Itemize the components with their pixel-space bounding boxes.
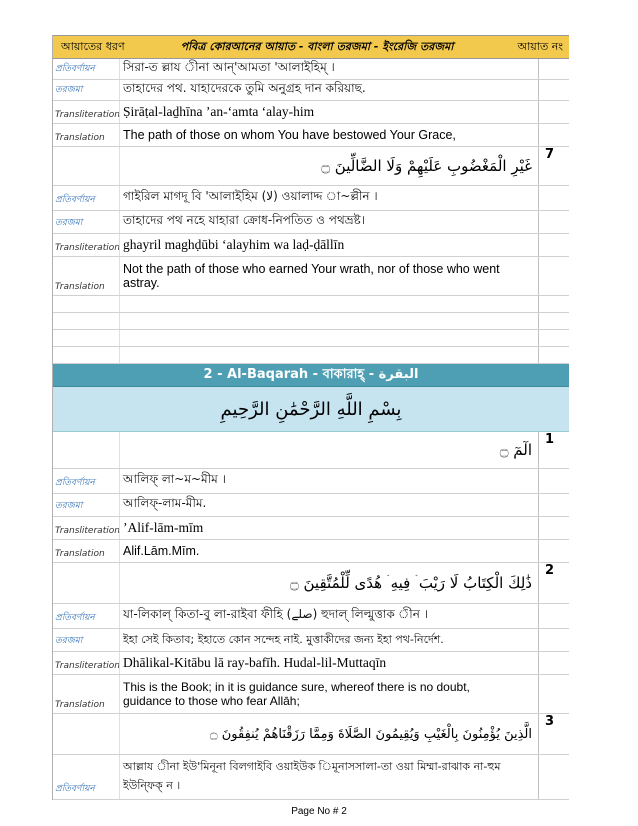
bengali-meaning: ইহা সেই কিতাব; ইহাতে কোন সন্দেহ নাই. মুত্তাকীদের জন্য ইহা পথ-নির্দেশ. xyxy=(119,629,539,651)
translation: Alif.Lām.Mīm. xyxy=(119,540,539,562)
empty-row xyxy=(53,313,569,330)
row-label: Translation xyxy=(55,133,105,143)
row-label: Transliteration xyxy=(55,110,120,120)
row-label: Translation xyxy=(55,700,105,710)
page-number: Page No # 2 xyxy=(291,806,347,817)
arabic-ayah: الٓمٓ ۝ xyxy=(119,432,539,468)
row-label: প্রতিবর্ণায়ন xyxy=(55,784,95,794)
row-label: প্রতিবর্ণায়ন xyxy=(55,478,95,488)
table-row xyxy=(53,211,569,234)
bengali-pronunciation: যা-লিকাল্ কিতা-বু লা-রাইবা ফীহি (صلے) হুদাল্ লিল্মুত্তাক ীন । xyxy=(119,604,539,628)
header-ayah-number: আয়াত নং xyxy=(517,39,563,53)
translation xyxy=(119,257,539,295)
row-label: Transliteration xyxy=(55,526,120,536)
transliteration: ’Alif-lām-mīm xyxy=(119,517,539,539)
bengali-meaning: তাহাদের পথ নহে যাহারা ক্রোধ-নিপতিত ও পথভ্রষ্ট। xyxy=(119,211,539,233)
ayah-number: 2 xyxy=(545,563,555,578)
table-row xyxy=(53,652,569,675)
row-label: তরজমা xyxy=(55,85,83,95)
bengali-pronunciation: গাইরিল মাগদূ বি 'আলাইহিম (ﻻ) ওয়ালাদ্দ া~ল্লীন । xyxy=(119,186,539,210)
table-row xyxy=(53,469,569,494)
row-label: তরজমা xyxy=(55,636,83,646)
table-row xyxy=(53,101,569,124)
empty-row xyxy=(53,296,569,313)
quran-table xyxy=(52,35,569,800)
transliteration: Dhālikal-Kitābu lā ray-bafīh. Hudal-lil-Muttaqīn xyxy=(119,652,539,674)
bengali-pronunciation: আলিফ্ লা~ম~মীম । xyxy=(119,469,539,493)
row-label: তরজমা xyxy=(55,218,83,228)
translation-line: astray. xyxy=(123,276,160,290)
table-row xyxy=(53,124,569,147)
row-label: Transliteration xyxy=(55,243,120,253)
row-label: Translation xyxy=(55,549,105,559)
translation: The path of those on whom You have bestowed Your Grace, xyxy=(119,124,539,146)
table-row xyxy=(53,540,569,563)
bengali-pronunciation: সিরা-ত ল্লায ীনা আন্'আমতা 'আলাইহিম্ । xyxy=(119,59,539,79)
ayah-number: 3 xyxy=(545,714,555,729)
table-row xyxy=(53,675,569,714)
table-row xyxy=(53,755,569,800)
table-row xyxy=(53,234,569,257)
row-label: Transliteration xyxy=(55,661,120,671)
ayah-number: 7 xyxy=(545,147,555,162)
bismillah: بِسْمِ اللَّهِ الرَّحْمَٰنِ الرَّحِيمِ xyxy=(53,387,569,432)
row-label: প্রতিবর্ণায়ন xyxy=(55,195,95,205)
translation-line: guidance to those who fear Allāh; xyxy=(123,694,300,708)
row-label: Translation xyxy=(55,282,105,292)
pronunciation-line: আল্লায ীনা ইউ'মিনূনা বিলগাইবি ওয়াইউক িমূনাসসালা-তা ওয়া মিম্মা-রাঝাক না-হুম xyxy=(123,760,501,773)
ayah-number: 1 xyxy=(545,432,555,447)
header-ayah-type: আয়াতের ধরণ xyxy=(61,39,125,53)
table-row xyxy=(53,147,569,186)
table-row xyxy=(53,604,569,629)
arabic-ayah: غَيْرِ الْمَغْضُوبِ عَلَيْهِمْ وَلَا الضَّالِّينَ ۝ xyxy=(119,147,539,185)
row-label: প্রতিবর্ণায়ন xyxy=(55,613,95,623)
row-label: তরজমা xyxy=(55,501,83,511)
bengali-meaning: আলিফ্-লাম-মীম. xyxy=(119,494,539,516)
table-row xyxy=(53,257,569,296)
table-row xyxy=(53,494,569,517)
table-row xyxy=(53,59,569,80)
transliteration: ghayril maghḍūbi ‘alayhim wa laḍ-ḍāllīn xyxy=(119,234,539,256)
empty-row xyxy=(53,330,569,347)
translation xyxy=(119,675,539,713)
table-row xyxy=(53,629,569,652)
table-row xyxy=(53,80,569,101)
empty-row xyxy=(53,347,569,364)
table-row xyxy=(53,432,569,469)
translation-line: Not the path of those who earned Your wrath, nor of those who went xyxy=(123,262,500,276)
table-row xyxy=(53,517,569,540)
table-row xyxy=(53,186,569,211)
row-label: প্রতিবর্ণায়ন xyxy=(55,64,95,74)
table-row xyxy=(53,714,569,755)
header-title: পবিত্র কোরআনের আয়াত - বাংলা তরজমা - ইংরেজি তরজমা xyxy=(180,39,454,53)
pronunciation-line: ইউন্ফিক্ ন । xyxy=(123,779,181,792)
bengali-pronunciation xyxy=(119,755,539,799)
table-header xyxy=(53,35,569,59)
transliteration: Ṣirāṭal-laḏhīna ’an-‘amta ‘alay-him xyxy=(119,101,539,123)
surah-title: 2 - Al-Baqarah - বাকারাহ্ - البقرة xyxy=(53,364,569,387)
bengali-meaning: তাহাদের পথ. যাহাদেরকে তুমি অনুগ্রহ দান করিয়াছ. xyxy=(119,80,539,100)
table-row xyxy=(53,563,569,604)
translation-line: This is the Book; in it is guidance sure, whereof there is no doubt, xyxy=(123,680,470,694)
arabic-ayah: الَّذِينَ يُؤْمِنُونَ بِالْغَيْبِ وَيُقِيمُونَ الصَّلَاةَ وَمِمَّا رَزَقْنَاهُمْ يُنفِقُونَ ۝ xyxy=(119,714,539,754)
arabic-ayah: ذَٰلِكَ الْكِتَابُ لَا رَيْبَ ۛ فِيهِ ۛ هُدًى لِّلْمُتَّقِينَ ۝ xyxy=(119,563,539,603)
